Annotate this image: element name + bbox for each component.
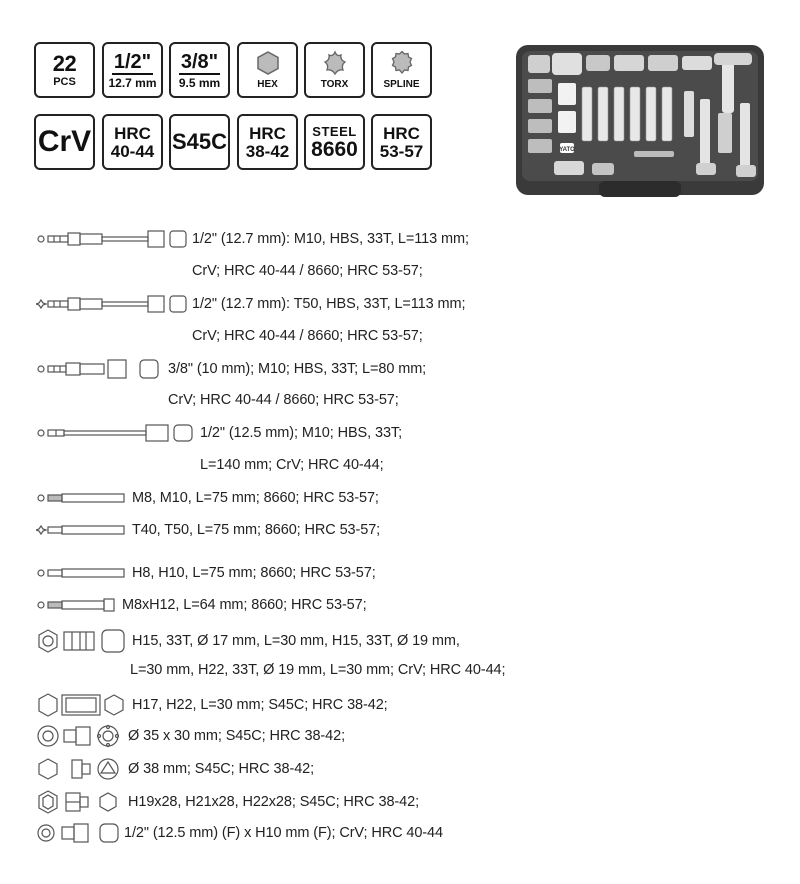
case-brand-label: YATO bbox=[559, 147, 575, 153]
spec-row-1 bbox=[36, 226, 469, 252]
badge-hrc-40-44-top: HRC bbox=[114, 123, 151, 143]
badge-hrc-40-44-bottom: 40-44 bbox=[110, 141, 155, 161]
spec-row-6-text: T40, T50, L=75 mm; 8660; HRC 53-57; bbox=[132, 522, 381, 538]
spec-row-4-continuation: L=140 mm; CrV; HRC 40-44; bbox=[200, 457, 384, 473]
badge-torx bbox=[304, 42, 365, 98]
drive-adapter-icon bbox=[36, 820, 120, 846]
spec-row-14 bbox=[36, 820, 443, 846]
badge-torx-label: TORX bbox=[320, 79, 349, 90]
spec-row-1-continuation: CrV; HRC 40-44 / 8660; HRC 53-57; bbox=[192, 263, 423, 279]
badge-s45c-label: S45C bbox=[171, 129, 228, 154]
spec-row-8 bbox=[36, 592, 367, 618]
torx-bit-icon bbox=[36, 519, 128, 541]
spec-row-8-text: M8xH12, L=64 mm; 8660; HRC 53-57; bbox=[122, 597, 367, 613]
socket-set-icon bbox=[36, 628, 128, 654]
badge-spline bbox=[371, 42, 432, 98]
spec-row-13 bbox=[36, 789, 419, 815]
badge-hrc-53-57-top: HRC bbox=[383, 123, 420, 143]
badge-crv-label: CrV bbox=[37, 125, 92, 158]
badge-pcs-value: 22 bbox=[52, 50, 77, 76]
hexagon-icon bbox=[255, 50, 281, 76]
spec-row-6 bbox=[36, 517, 380, 543]
badge-steel-top: STEEL bbox=[312, 123, 357, 139]
badge-pcs bbox=[34, 42, 95, 98]
badge-crv bbox=[34, 114, 95, 170]
spec-row-4 bbox=[36, 420, 402, 446]
spec-row-3-text: 3/8" (10 mm); M10; HBS, 33T; L=80 mm; bbox=[168, 361, 427, 377]
spec-row-11 bbox=[36, 723, 345, 749]
badge-hrc-38-42-bottom: 38-42 bbox=[245, 141, 290, 161]
pulley-socket-38-icon bbox=[36, 756, 124, 782]
spec-row-2-text: 1/2" (12.7 mm): T50, HBS, 33T, L=113 mm; bbox=[192, 296, 466, 312]
badge-hrc-40-44 bbox=[102, 114, 163, 170]
badge-steel-8660 bbox=[304, 114, 365, 170]
badge-drive-half-value: 1/2" bbox=[113, 50, 152, 73]
pulley-socket-35-icon bbox=[36, 723, 124, 749]
badge-pcs-unit: PCS bbox=[53, 75, 76, 88]
hex-bit-icon bbox=[36, 562, 128, 584]
spec-row-2 bbox=[36, 291, 465, 317]
badge-drive-3-8 bbox=[169, 42, 230, 98]
spec-row-7 bbox=[36, 560, 376, 586]
hex-socket-icon bbox=[36, 692, 128, 718]
badge-hex bbox=[237, 42, 298, 98]
spline-icon bbox=[389, 50, 415, 76]
spec-row-4-text: 1/2" (12.5 mm); M10; HBS, 33T; bbox=[200, 425, 402, 441]
badge-steel-bottom: 8660 bbox=[311, 137, 358, 161]
spec-row-13-text: H19x28, H21x28, H22x28; S45C; HRC 38-42; bbox=[128, 794, 419, 810]
spline-bit-icon bbox=[36, 487, 128, 509]
spec-row-3 bbox=[36, 356, 426, 382]
badge-s45c bbox=[169, 114, 230, 170]
spec-row-3-continuation: CrV; HRC 40-44 / 8660; HRC 53-57; bbox=[168, 392, 399, 408]
spec-badges bbox=[34, 42, 438, 176]
long-adapter-bit-icon bbox=[36, 422, 196, 444]
badge-drive-3-8-metric: 9.5 mm bbox=[178, 75, 221, 90]
double-hex-socket-icon bbox=[36, 789, 124, 815]
spec-row-5 bbox=[36, 485, 379, 511]
torx-star-icon bbox=[322, 50, 348, 76]
badge-hrc-38-42 bbox=[237, 114, 298, 170]
hbs-adapter-bit-icon bbox=[36, 228, 188, 250]
tool-case-image bbox=[514, 43, 766, 200]
badge-drive-3-8-value: 3/8" bbox=[180, 50, 219, 73]
spec-row-10-text: H17, H22, L=30 mm; S45C; HRC 38-42; bbox=[132, 697, 388, 713]
spec-row-12 bbox=[36, 756, 314, 782]
spec-row-7-text: H8, H10, L=75 mm; 8660; HRC 53-57; bbox=[132, 565, 376, 581]
spec-row-9 bbox=[36, 628, 460, 654]
torx-adapter-bit-icon bbox=[36, 293, 188, 315]
badge-drive-half bbox=[102, 42, 163, 98]
short-adapter-bit-icon bbox=[36, 358, 164, 380]
badge-hrc-53-57-bottom: 53-57 bbox=[379, 141, 424, 161]
spec-row-2-continuation: CrV; HRC 40-44 / 8660; HRC 53-57; bbox=[192, 328, 423, 344]
spec-row-1-text: 1/2" (12.7 mm): M10, HBS, 33T, L=113 mm; bbox=[192, 231, 469, 247]
spec-row-12-text: Ø 38 mm; S45C; HRC 38-42; bbox=[128, 761, 315, 777]
spec-row-9-continuation: L=30 mm, H22, 33T, Ø 19 mm, L=30 mm; CrV; HRC 40-44; bbox=[130, 662, 506, 678]
spec-row-11-text: Ø 35 x 30 mm; S45C; HRC 38-42; bbox=[128, 728, 345, 744]
spec-row-14-text: 1/2" (12.5 mm) (F) x H10 mm (F); CrV; HRC 40-44 bbox=[124, 825, 443, 841]
badge-hex-label: HEX bbox=[257, 79, 278, 90]
spec-row-9-text: H15, 33T, Ø 17 mm, L=30 mm, H15, 33T, Ø 19 mm, bbox=[132, 633, 460, 649]
badge-drive-half-metric: 12.7 mm bbox=[108, 75, 157, 90]
badge-spline-label: SPLINE bbox=[383, 79, 420, 90]
badge-hrc-38-42-top: HRC bbox=[249, 123, 286, 143]
badge-hrc-53-57 bbox=[371, 114, 432, 170]
spec-row-5-text: M8, M10, L=75 mm; 8660; HRC 53-57; bbox=[132, 490, 379, 506]
spec-row-10 bbox=[36, 692, 388, 718]
combo-bit-icon bbox=[36, 594, 118, 616]
